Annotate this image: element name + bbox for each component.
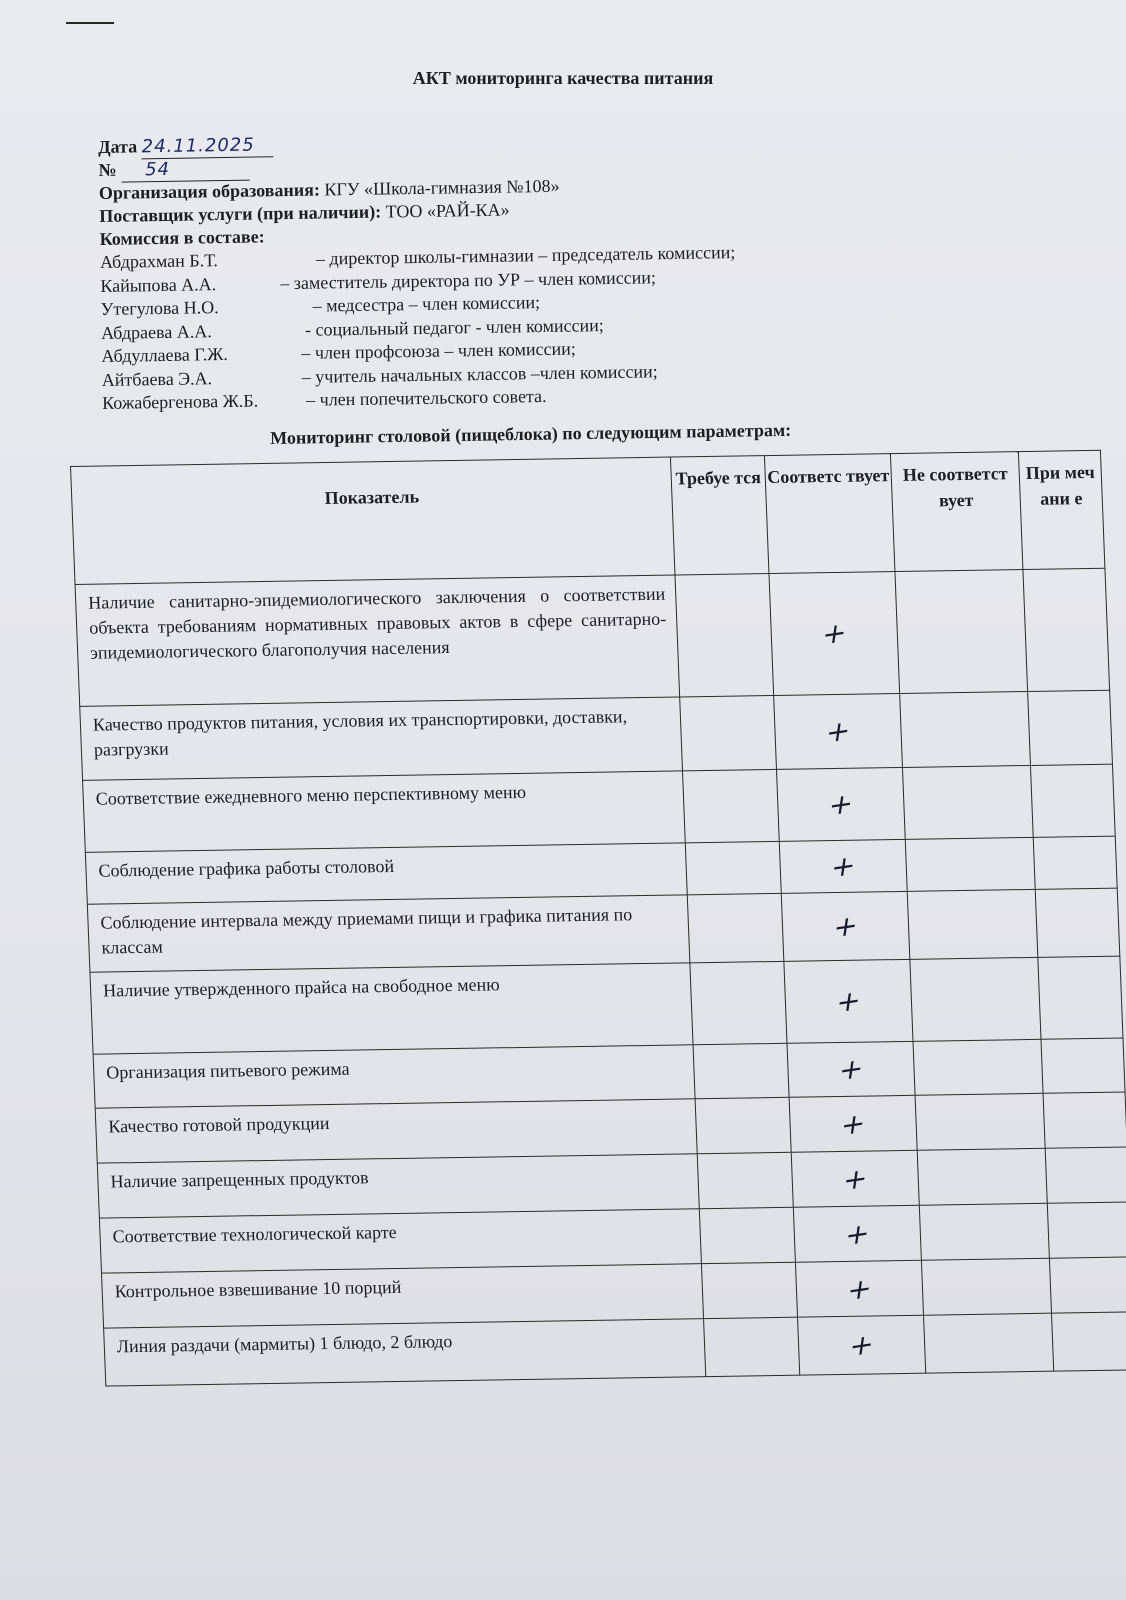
indicator-cell: Контрольное взвешивание 10 порций	[102, 1264, 704, 1328]
indicator-cell: Наличие утвержденного прайса на свободное меню	[90, 963, 693, 1054]
complies-cell	[781, 891, 910, 961]
not-complies-cell	[910, 957, 1041, 1041]
note-cell	[1047, 1202, 1126, 1258]
org-label: Организация образования:	[98, 179, 321, 203]
check-mark: +	[819, 615, 849, 652]
number-value: 54	[144, 158, 171, 181]
check-mark: +	[840, 1160, 870, 1197]
complies-cell	[795, 1260, 923, 1317]
required-cell	[680, 695, 777, 770]
note-cell	[1035, 888, 1120, 957]
date-label: Дата	[98, 136, 138, 157]
note-cell	[1043, 1092, 1126, 1148]
required-cell	[683, 769, 780, 842]
complies-cell	[787, 1041, 915, 1097]
complies-cell	[798, 1315, 926, 1375]
header-block	[98, 122, 1002, 416]
check-mark: +	[823, 713, 853, 750]
header-indicator: Показатель	[71, 457, 675, 584]
indicator-cell: Линия раздачи (мармиты) 1 блюдо, 2 блюдо	[104, 1319, 706, 1386]
table-row	[75, 568, 1110, 706]
commission-member: Айтбаева Э.А. – учитель начальных классов –член комиссии;	[101, 360, 658, 390]
required-cell	[675, 574, 774, 697]
indicator-cell: Наличие запрещенных продуктов	[97, 1154, 699, 1218]
commission-member: Абдраева А.А. - социальный педагог - член комиссии;	[100, 314, 604, 343]
header-note: При меч ани е	[1018, 450, 1105, 569]
complies-cell	[791, 1150, 919, 1207]
required-cell	[687, 893, 784, 962]
supplier-value: ТОО «РАЙ-КА»	[385, 199, 510, 222]
indicator-cell: Соответствие ежедневного меню перспективному меню	[83, 771, 686, 852]
required-cell	[695, 1097, 791, 1153]
note-cell	[1049, 1257, 1126, 1313]
note-cell	[1033, 836, 1117, 889]
date-field	[141, 133, 273, 159]
indicator-cell: Организация питьевого режима	[93, 1045, 695, 1108]
note-cell	[1030, 764, 1115, 837]
required-cell	[690, 961, 787, 1044]
not-complies-cell	[924, 1313, 1054, 1373]
monitoring-table	[70, 450, 1126, 1387]
not-complies-cell	[907, 889, 1038, 959]
supplier-label: Поставщик услуги (при наличии):	[99, 201, 382, 226]
check-mark: +	[836, 1051, 866, 1088]
complies-cell	[784, 959, 913, 1043]
not-complies-cell	[917, 1148, 1047, 1205]
commission-member: Утегулова Н.О. – медсестра – член комиссии;	[100, 292, 541, 319]
date-value: 24.11.2025	[141, 134, 255, 158]
not-complies-cell	[921, 1258, 1051, 1315]
check-mark: +	[838, 1105, 868, 1142]
required-cell	[699, 1207, 795, 1263]
indicator-cell: Соответствие технологической карте	[99, 1209, 701, 1273]
note-cell	[1052, 1312, 1126, 1371]
note-cell	[1023, 568, 1110, 691]
indicator-cell: Наличие санитарно-эпидемиологического заключения о соответствии объекта требованиям нормативных правовых актов в сфере санитарно-эпидемиологического благополучия населения	[75, 575, 680, 706]
complies-cell	[793, 1205, 921, 1262]
indicator-cell: Соблюдение графика работы столовой	[85, 843, 687, 904]
not-complies-cell	[902, 765, 1033, 839]
check-mark: +	[847, 1326, 877, 1364]
complies-cell	[769, 572, 900, 696]
org-value: КГУ «Школа-гимназия №108»	[324, 175, 560, 200]
not-complies-cell	[905, 837, 1035, 891]
required-cell	[704, 1317, 800, 1376]
required-cell	[697, 1152, 793, 1208]
check-mark: +	[844, 1270, 874, 1307]
not-complies-cell	[919, 1203, 1049, 1260]
not-complies-cell	[915, 1093, 1045, 1150]
complies-cell	[779, 839, 907, 893]
table-header-row	[71, 450, 1105, 584]
table-subtitle: Мониторинг столовой (пищеблока) по следующим параметрам:	[270, 419, 792, 448]
note-cell	[1038, 956, 1123, 1039]
indicator-cell: Соблюдение интервала между приемами пищи и графика питания по классам	[87, 895, 690, 972]
header-not-complies: Не соответст вует	[890, 452, 1023, 572]
check-mark: +	[831, 908, 861, 945]
commission-member: Кожабергенова Ж.Б. – член попечительского совета.	[102, 385, 547, 413]
check-mark: +	[828, 848, 858, 885]
monitoring-table-wrap	[70, 450, 1126, 1387]
required-cell	[685, 841, 781, 894]
check-mark: +	[842, 1215, 872, 1252]
number-label: №	[98, 159, 117, 180]
note-cell	[1041, 1038, 1125, 1093]
indicator-cell: Качество продуктов питания, условия их транспортировки, доставки, разгрузки	[80, 697, 683, 780]
commission-label: Комиссия в составе:	[99, 226, 265, 249]
note-cell	[1045, 1147, 1126, 1203]
complies-cell	[789, 1095, 917, 1152]
header-required: Требуе тся	[670, 456, 769, 575]
header-complies: Соответс твует	[764, 454, 895, 574]
check-mark: +	[833, 983, 863, 1020]
check-mark: +	[826, 786, 856, 823]
complies-cell	[774, 693, 903, 769]
complies-cell	[776, 767, 905, 841]
note-cell	[1028, 690, 1113, 765]
not-complies-cell	[895, 570, 1028, 694]
required-cell	[693, 1043, 789, 1098]
commission-member: Кайыпова А.А. – заместитель директора по УР – член комиссии;	[100, 266, 657, 296]
commission-member: Абдуллаева Г.Ж. – член профсоюза – член комиссии;	[101, 338, 576, 366]
document-title: АКТ мониторинга качества питания	[412, 68, 714, 88]
not-complies-cell	[913, 1039, 1043, 1095]
not-complies-cell	[900, 691, 1031, 767]
indicator-cell: Качество готовой продукции	[95, 1099, 697, 1163]
number-field	[121, 157, 249, 183]
commission-member: Абдрахман Б.Т. – директор школы-гимназии – председатель комиссии;	[99, 242, 736, 272]
pen-mark	[66, 22, 114, 24]
required-cell	[701, 1262, 797, 1318]
